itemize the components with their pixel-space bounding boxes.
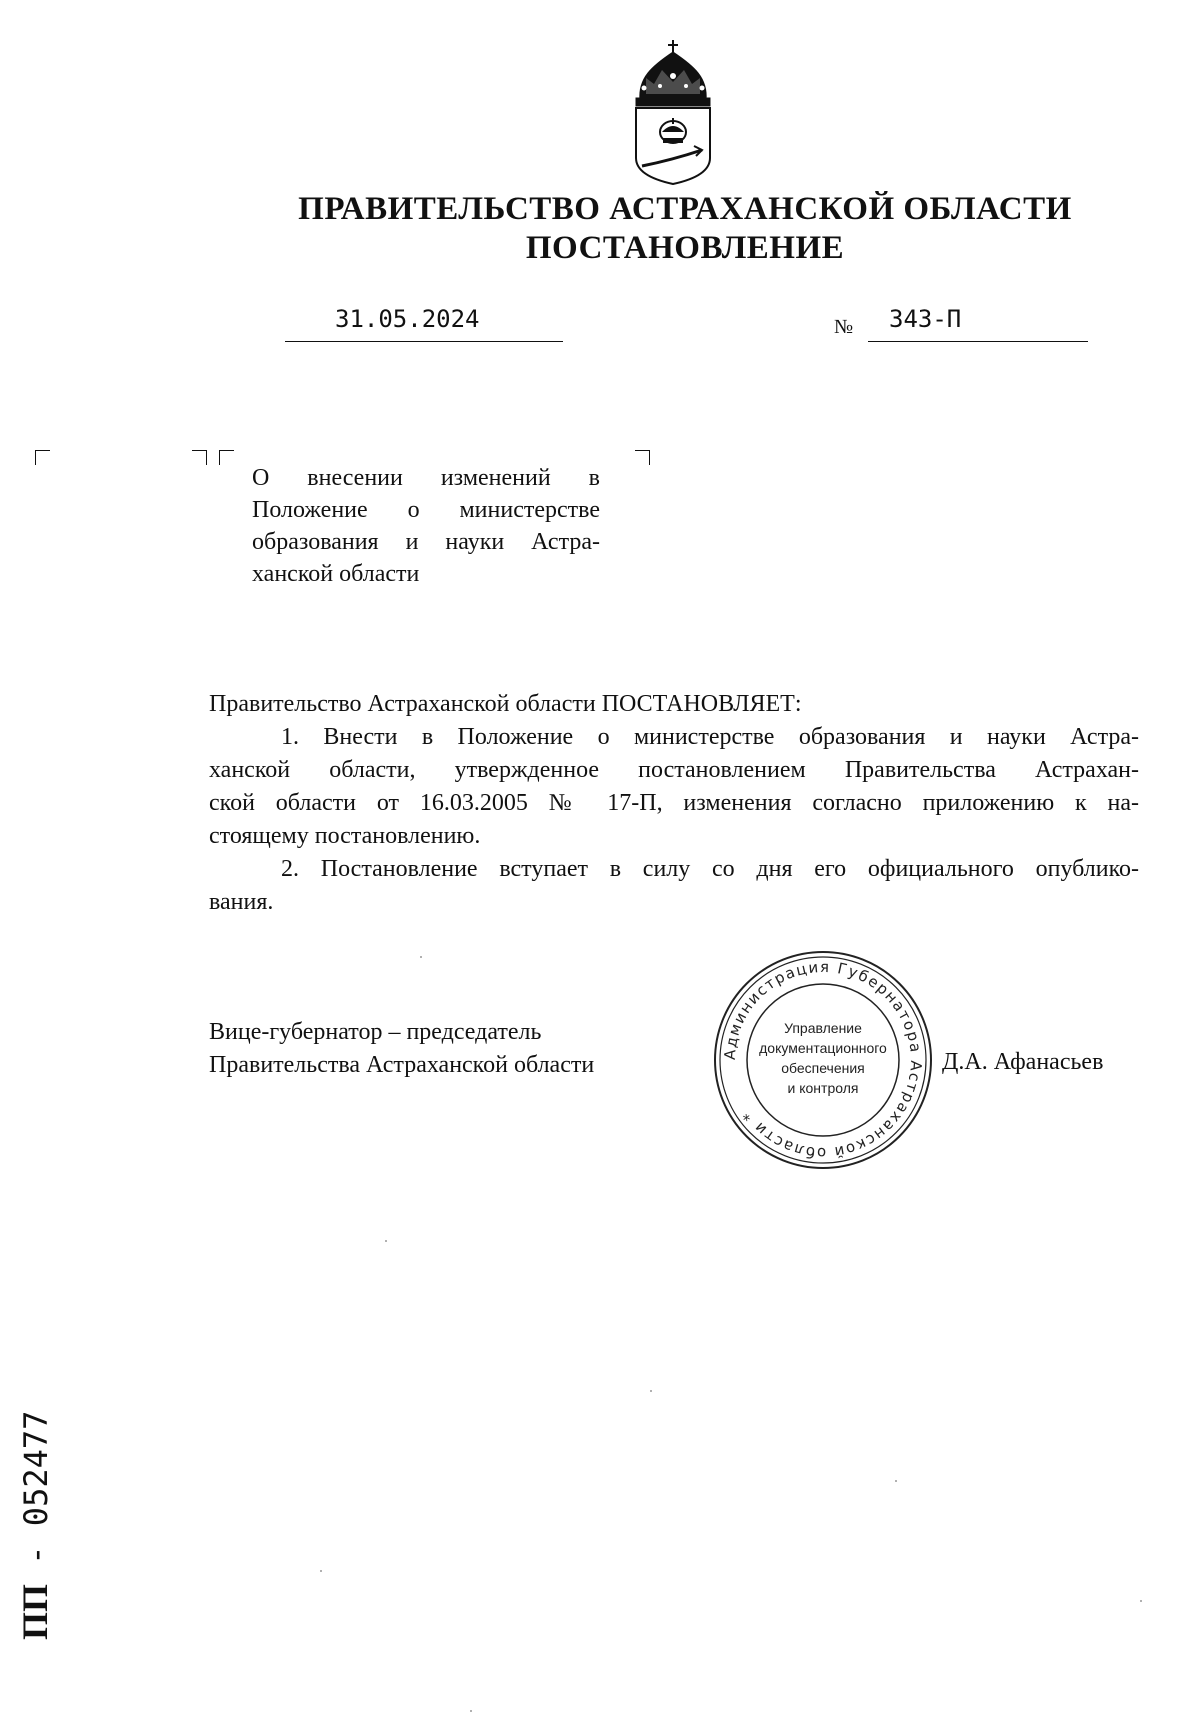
scan-speck — [320, 1570, 322, 1572]
seal-center-line: документационного — [759, 1040, 887, 1056]
serial-number: 052477 — [17, 1410, 55, 1527]
document-body — [209, 688, 1139, 919]
item-2-line: вания. — [209, 889, 274, 915]
subject-line: ханской области — [252, 561, 420, 587]
item-2-line: 2. Постановление вступает в силу со дня его официального опублико- — [281, 856, 1139, 882]
seal-center-line: Управление — [784, 1020, 862, 1036]
preamble: Правительство Астраханской области ПОСТАНОВЛЯЕТ: — [209, 691, 802, 717]
scan-speck — [895, 1480, 897, 1482]
subject-line: Положение о министерстве — [252, 497, 600, 523]
scan-speck — [385, 1240, 387, 1242]
scan-speck — [470, 1710, 472, 1712]
document-type-title: ПОСТАНОВЛЕНИЕ — [525, 230, 845, 266]
coat-of-arms-emblem — [632, 38, 714, 186]
document-subject — [252, 462, 600, 590]
seal-center-line: обеспечения — [781, 1060, 865, 1076]
serial-separator: - — [17, 1526, 55, 1584]
corner-mark-right — [635, 450, 650, 465]
item-1-line: 1. Внести в Положение о министерстве образования и науки Астра- — [281, 724, 1139, 750]
corner-mark-inner-right — [192, 450, 207, 465]
serial-prefix: ПП — [15, 1583, 55, 1640]
scan-speck — [1140, 1600, 1142, 1602]
side-serial-code — [14, 1411, 56, 1640]
seal-outer-text: Администрация Губернатора Астраханской области * — [720, 957, 926, 1163]
item-1-line: стоящему постановлению. — [209, 823, 481, 849]
official-seal — [712, 949, 934, 1171]
item-1-line: ской области от 16.03.2005 № 17-П, изменения согласно приложению к на- — [209, 790, 1139, 816]
scan-speck — [650, 1390, 652, 1392]
corner-mark-left — [35, 450, 50, 465]
subject-line: О внесении изменений в — [252, 465, 600, 491]
document-number: 343-П — [889, 305, 962, 333]
signer-position-line: Вице-губернатор – председатель — [209, 1019, 542, 1045]
signer-position — [209, 1016, 594, 1082]
signer-name: Д.А. Афанасьев — [942, 1049, 1104, 1075]
item-1-line: ханской области, утвержденное постановлением Правительства Астрахан- — [209, 757, 1139, 783]
number-sign: № — [834, 316, 854, 338]
subject-line: образования и науки Астра- — [252, 529, 600, 555]
document-date: 31.05.2024 — [335, 305, 480, 333]
corner-mark-inner-left — [219, 450, 234, 465]
seal-center-line: и контроля — [787, 1080, 859, 1096]
organization-title: ПРАВИТЕЛЬСТВО АСТРАХАНСКОЙ ОБЛАСТИ — [298, 191, 1072, 227]
scan-speck — [420, 956, 422, 958]
signer-position-line: Правительства Астраханской области — [209, 1052, 595, 1078]
